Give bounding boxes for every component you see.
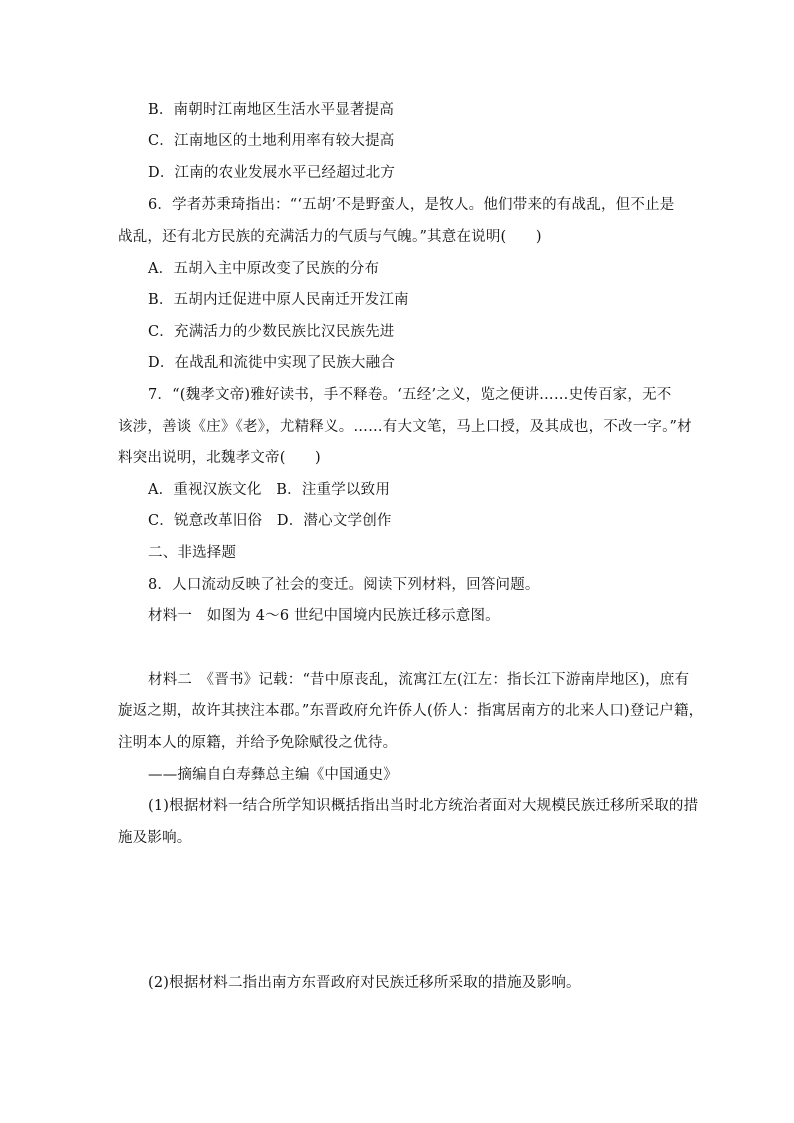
q6-option-d: D．在战乱和流徙中实现了民族大融合 xyxy=(148,355,396,371)
q6-stem-line1: 6．学者苏秉琦指出：“‘五胡’不是野蛮人，是牧人。他们带来的有战乱，但不止是 xyxy=(148,197,675,213)
q7-stem-line2: 该涉，善谈《庄》《老》，尤精释义。……有大文笔，马上口授，及其成也，不改一字。”材 xyxy=(118,419,692,435)
q7-options-cd: C．锐意改革旧俗 D．潜心文学创作 xyxy=(148,513,392,529)
q5-option-d: D．江南的农业发展水平已经超过北方 xyxy=(148,165,396,181)
q8-sub1-line1: (1)根据材料一结合所学知识概括指出当时北方统治者面对大规模民族迁移所采取的措 xyxy=(148,798,699,814)
section-heading: 二、非选择题 xyxy=(148,545,237,561)
q7-options-ab: A．重视汉族文化 B．注重学以致用 xyxy=(148,482,391,498)
q5-option-b: B．南朝时江南地区生活水平显著提高 xyxy=(148,102,395,118)
q8-material2-line3: 注明本人的原籍，并给予免除赋役之优待。 xyxy=(118,735,398,751)
q5-option-c: C．江南地区的土地利用率有较大提高 xyxy=(148,133,395,149)
q6-option-a: A．五胡入主中原改变了民族的分布 xyxy=(148,261,380,277)
q8-material2-line1: 材料二 《晋书》记载：“昔中原丧乱，流寓江左(江左：指长江下游南岸地区)，庶有 xyxy=(148,672,690,688)
q8-sub1-line2: 施及影响。 xyxy=(118,830,192,846)
q7-stem-line1: 7．“(魏孝文帝)雅好读书，手不释卷。‘五经’之义，览之便讲……史传百家，无不 xyxy=(148,387,672,403)
q8-material1: 材料一 如图为 4～6 世纪中国境内民族迁移示意图。 xyxy=(148,608,500,624)
q6-stem-line2: 战乱，还有北方民族的充满活力的气质与气魄。”其意在说明( ) xyxy=(118,229,542,245)
q8-stem: 8．人口流动反映了社会的变迁。阅读下列材料，回答问题。 xyxy=(148,577,540,593)
q8-sub2: (2)根据材料二指出南方东晋政府对民族迁移所采取的措施及影响。 xyxy=(148,975,581,991)
q6-option-b: B．五胡内迁促进中原人民南迁开发江南 xyxy=(148,292,409,308)
q8-material2-line2: 旋返之期，故许其挟注本郡。”东晋政府允许侨人(侨人：指寓居南方的北来人口)登记户籍， xyxy=(118,703,704,719)
q7-stem-line3: 料突出说明，北魏孝文帝( ) xyxy=(118,450,321,466)
q8-source: ——摘编自白寿彝总主编《中国通史》 xyxy=(148,767,398,783)
q6-option-c: C．充满活力的少数民族比汉民族先进 xyxy=(148,324,395,340)
